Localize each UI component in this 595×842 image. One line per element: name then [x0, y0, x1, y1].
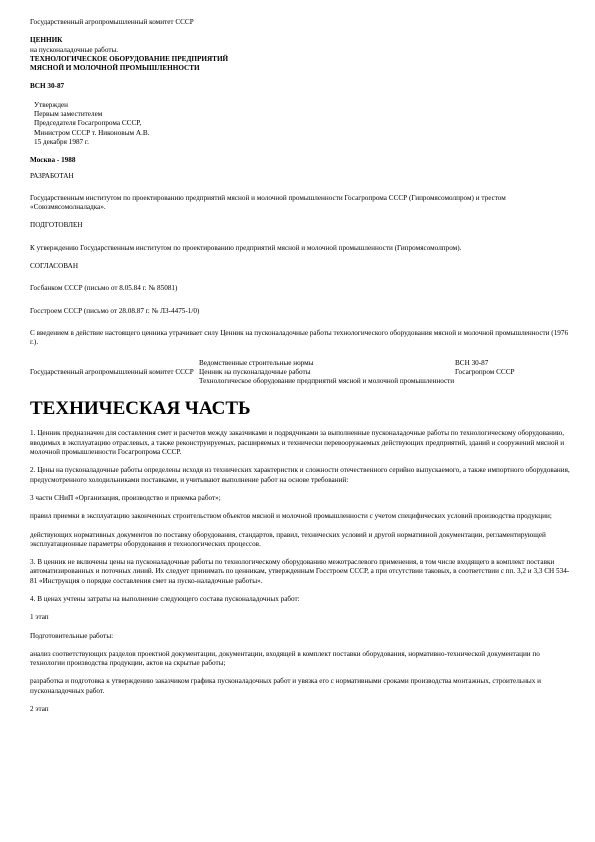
header-table-agency: Госагропром СССР	[455, 367, 515, 376]
doc-title-line2: на пусконаладочные работы.	[30, 45, 119, 54]
header-table-norms	[199, 359, 455, 387]
developed-text: Государственным институтом по проектированию предприятий мясной и молочной промышленности Госагропрома СССР (Гипромясомолпром) и трестом «Союзмясомолналадка».	[30, 193, 506, 212]
approval-block	[34, 101, 570, 147]
header-table-norms-type: Ведомственные строительные нормы	[199, 358, 314, 367]
prepared-label: ПОДГОТОВЛЕН	[30, 221, 83, 230]
paragraph: 2 этап	[30, 705, 49, 714]
header-table-org: Государственный агропромышленный комитет СССР	[30, 367, 194, 376]
paragraph: 4. В ценах учтены затраты на выполнение следующего состава пусконаладочных работ:	[30, 594, 300, 603]
agreed-item: Госбанком СССР (письмо от 8.05.84 г. № 85081)	[30, 284, 178, 293]
header-table-norms-title: Ценник на пусконаладочные работы	[199, 367, 311, 376]
paragraph: 1. Ценник предназначен для составления смет и расчетов между заказчиками и подрядчиками за выполненные пусконаладочные работы по технологическому оборудованию, вводимых в эксплуатацию отраслевых, а также реконструируемых, расширяемых и технически перевооружаемых действующих предприятий, зданий и сооружений мясной и молочной промышленности Госагропрома СССР.	[30, 429, 565, 457]
doc-title-line3: ТЕХНОЛОГИЧЕСКОЕ ОБОРУДОВАНИЕ ПРЕДПРИЯТИЙ	[30, 54, 229, 63]
cancel-notice: С введением в действие настоящего ценника утрачивает силу Ценник на пусконаладочные работы технологического оборудования мясной и молочной промышленности (1976 г.).	[30, 328, 569, 347]
approval-line: Первым заместителем	[34, 110, 103, 119]
approval-line: 15 декабря 1987 г.	[34, 137, 89, 146]
paragraph: 2. Цены на пусконаладочные работы определены исходя из технических характеристик и сложности отечественного серийно выпускаемого, а также импортного оборудования, предусмотренного холодильниками поставками, и учитывают выполнение работ на основе требований:	[30, 466, 570, 484]
header-table-code-value: ВСН 30-87	[455, 358, 489, 367]
paragraph: разработка и подготовка к утверждению заказчиком графика пусконаладочных работ и увязка его с нормативными сроками производства монтажных, строительных и пусконаладочных работ.	[30, 677, 541, 695]
paragraph: 3. В ценник не включены цены на пусконаладочные работы по технологическому оборудованию межотраслевого применения, в том числе входящего в комплект поставки автоматизированных и поточных линий. Их следует принимать по ценникам, утвержденным Госстроем СССР, а при отсутствии таковых, в соответствии с пп. 3,2 и 3,3 СН 534-81 «Инструкция о порядке составления смет на пуско-наладочные работы».	[30, 558, 570, 585]
org-header: Государственный агропромышленный комитет СССР	[30, 18, 194, 26]
section-title: ТЕХНИЧЕСКАЯ ЧАСТЬ	[30, 398, 251, 420]
city-year: Москва - 1988	[30, 156, 76, 165]
prepared-text: К утверждению Государственным институтом по проектированию предприятий мясной и молочной промышленности (Гипромясомолпром).	[30, 243, 462, 252]
paragraph: 1 этап	[30, 613, 49, 622]
paragraph: 3 части СНиП «Организация, производство и приемка работ»;	[30, 493, 221, 502]
approval-line: Утвержден	[34, 100, 69, 109]
header-table-norms-sub: Технологическое оборудование предприятий мясной и молочной промышленности	[199, 377, 455, 386]
agreed-item: Госстроем СССР (письмо от 28.08.87 г. № ЛЗ-4475-1/0)	[30, 306, 200, 315]
doc-code: ВСН 30-87	[30, 82, 65, 91]
approval-line: Министром СССР т. Никоновым А.В.	[34, 128, 150, 137]
header-table	[30, 359, 570, 387]
developed-label: РАЗРАБОТАН	[30, 171, 74, 180]
document-page	[30, 18, 570, 714]
paragraph: действующих нормативных документов по поставку оборудования, стандартов, правил, технических условий и другой нормативной документации, регламентирующей эксплуатационные параметры оборудования и технологических процессов.	[30, 530, 546, 548]
paragraph: Подготовительные работы:	[30, 631, 114, 640]
doc-title-line4: МЯСНОЙ И МОЛОЧНОЙ ПРОМЫШЛЕННОСТИ	[30, 64, 200, 73]
agreed-label: СОГЛАСОВАН	[30, 262, 79, 271]
approval-line: Председателя Госагропрома СССР,	[34, 119, 142, 128]
doc-title-word: ЦЕННИК	[30, 36, 63, 45]
paragraph: правил приемки в эксплуатацию законченных строительством объектов мясной и молочной промышленности с учетом специфических условий производства продукции;	[30, 512, 552, 521]
paragraph: анализ соответствующих разделов проектной документации, документации, входящей в комплект поставки оборудования, нормативно-технической документации по технологии производства продукции, актов на скрытые работы;	[30, 649, 540, 668]
header-table-code	[455, 359, 570, 387]
